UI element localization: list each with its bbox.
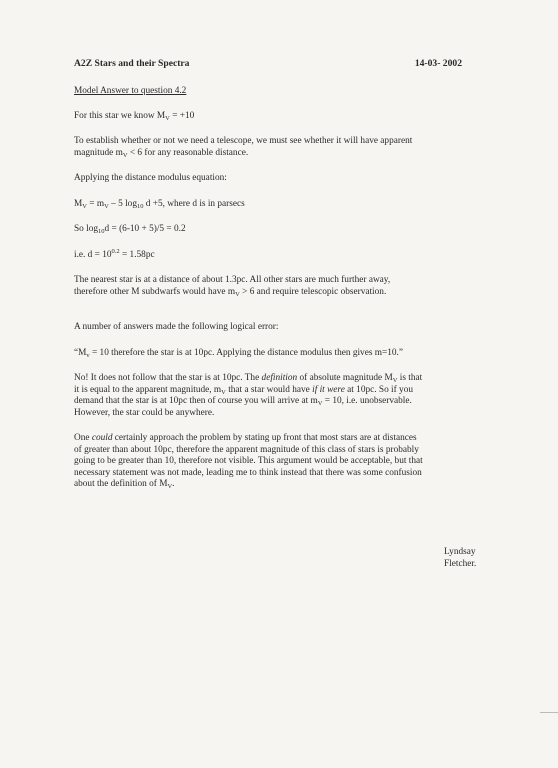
text-run: “M <box>74 347 87 358</box>
text-run: i.e. d = 10 <box>74 249 112 260</box>
model-answer-heading: Model Answer to question 4.2 <box>74 86 187 96</box>
subscript: V <box>317 400 323 407</box>
subscript: V <box>221 388 226 396</box>
text-line: going to be greater than 10, therefore not visible. This argument would be acceptable, but that <box>74 456 423 466</box>
text-run: = 10 therefore the star is at 10pc. Applying the distance modulus then gives m=10.” <box>89 347 403 358</box>
text-run: = +10 <box>169 110 195 121</box>
text-run: d +5, where d is in parsecs <box>143 198 245 209</box>
subscript: V <box>82 202 87 210</box>
scan-artifact-line <box>540 712 558 713</box>
text-run: d = (6-10 + 5)/5 = 0.2 <box>104 224 186 234</box>
text-run: = 1.58pc <box>119 249 155 260</box>
emphasis: if it were <box>312 384 345 395</box>
paragraph-alternative-approach <box>74 433 464 491</box>
paragraph-telescope-question <box>74 136 464 159</box>
text-run: = m <box>86 198 105 209</box>
text-run: One <box>74 433 92 443</box>
text-line: However, the star could be anywhere. <box>74 407 215 418</box>
superscript: 0.2 <box>111 247 120 255</box>
text-line: To establish whether or not we need a telescope, we must see whether it will have apparent <box>74 136 413 146</box>
text-run: it is equal to the apparent magnitude, m <box>74 384 222 395</box>
text-run: < 6 for any reasonable distance. <box>127 147 249 158</box>
subscript: V <box>235 290 240 298</box>
paragraph-nearest-star <box>74 275 464 298</box>
equation-distance-result <box>74 247 464 262</box>
text-run: magnitude m <box>74 147 123 158</box>
subscript: 10 <box>136 202 144 210</box>
text-run: M <box>74 198 83 209</box>
subscript: V <box>165 114 170 122</box>
text-run: of absolute magnitude M <box>297 373 393 383</box>
text-run: For this star we know M <box>74 110 166 121</box>
paragraph-logical-error-intro: A number of answers made the following logical error: <box>74 322 279 332</box>
paragraph-known-magnitude <box>74 111 464 123</box>
text-run: No! It does not follow that the star is at 10pc. The <box>74 373 262 383</box>
subscript: V <box>104 202 109 210</box>
paragraph-distance-modulus-intro: Applying the distance modulus equation: <box>74 173 227 183</box>
text-line: of greater than about 10pc, therefore the apparent magnitude of this class of stars is probably <box>74 444 419 455</box>
course-title: A2Z Stars and their Spectra <box>74 58 190 69</box>
text-run: > 6 and require telescopic observation. <box>239 286 387 297</box>
text-run: is that <box>397 373 423 383</box>
text-run: about the definition of M <box>74 479 168 489</box>
text-run: = 10, i.e. unobservable. <box>322 396 412 406</box>
quoted-error <box>74 348 464 360</box>
text-line: necessary statement was not made, leading me to think instead that there was some confusion <box>74 467 422 478</box>
equation-log-distance <box>74 224 464 236</box>
document-date: 14-03- 2002 <box>414 58 462 69</box>
subscript: V <box>167 483 173 490</box>
subscript: V <box>122 151 128 159</box>
document-body <box>74 58 477 569</box>
subscript: v <box>86 351 90 359</box>
author-signature: Lyndsay Fletcher. <box>444 547 477 569</box>
text-run: therefore other M subdwarfs would have m <box>74 286 236 297</box>
text-run: . <box>172 479 175 489</box>
text-run: – 5 log <box>108 198 137 209</box>
subscript: V <box>392 377 398 384</box>
text-run: So log <box>74 224 99 234</box>
emphasis: definition <box>261 373 298 383</box>
document-header <box>74 58 464 72</box>
emphasis: could <box>91 433 113 443</box>
text-run: certainly approach the problem by stating up front that most stars are at distances <box>112 433 417 443</box>
text-run: that a star would have <box>225 384 313 395</box>
text-run: demand that the star is at 10pc then of course you will arrive at m <box>74 396 318 406</box>
text-line: The nearest star is at a distance of about 1.3pc. All other stars are much further away, <box>74 275 391 285</box>
text-run: at 10pc. So if you <box>344 384 413 395</box>
paragraph-rebuttal <box>74 373 464 419</box>
subscript: 10 <box>98 228 105 235</box>
equation-distance-modulus <box>74 199 464 211</box>
